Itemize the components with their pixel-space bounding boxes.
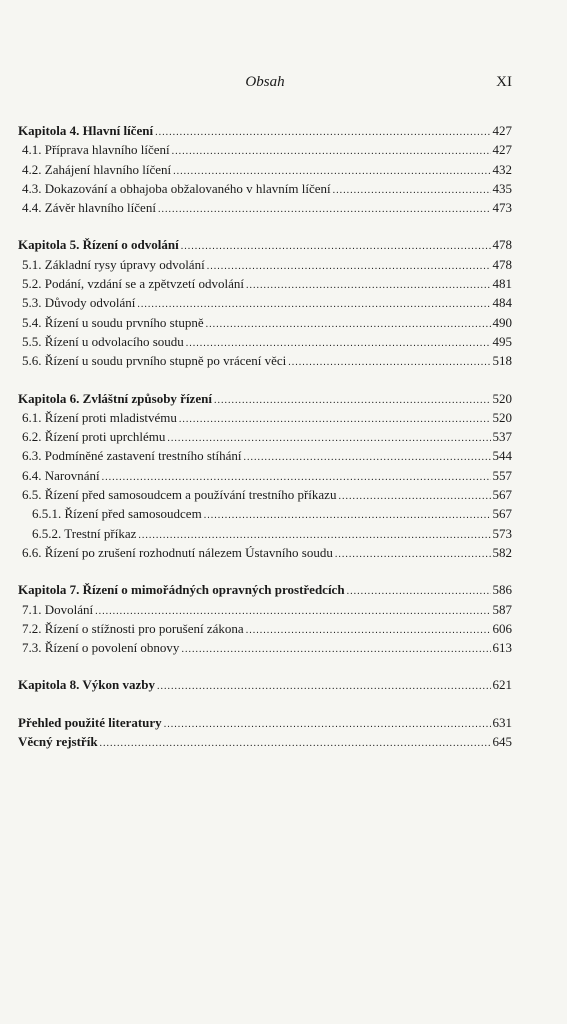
toc-section [18, 235, 512, 370]
toc-entry-title: 5.1. Základní rysy úpravy odvolání [22, 256, 205, 272]
running-header [18, 74, 512, 94]
toc-entry-page: 631 [492, 714, 512, 730]
toc-entry [18, 332, 512, 351]
toc-entry-title: 4.1. Příprava hlavního líčení [22, 142, 170, 158]
toc-entry-title: 7.1. Dovolání [22, 601, 94, 617]
toc-entry-title: 7.3. Řízení o povolení obnovy [22, 640, 180, 656]
toc-entry-page: 473 [492, 200, 512, 216]
toc-entry-page: 427 [492, 142, 512, 158]
toc-entry-page: 606 [492, 620, 512, 636]
toc-entry-page: 481 [492, 276, 512, 292]
toc-entry-title: 6.6. Řízení po zrušení rozhodnutí nálezem Ústavního soudu [22, 544, 333, 560]
toc-entry [18, 543, 512, 562]
toc-entry [18, 198, 512, 217]
toc-entry-page: 520 [492, 390, 512, 406]
toc-entry-page: 544 [492, 448, 512, 464]
dot-leader [338, 487, 490, 506]
toc-entry-page: 573 [492, 525, 512, 541]
toc-entry-page: 435 [492, 180, 512, 196]
toc-entry-title: 4.3. Dokazování a obhajoba obžalovaného v hlavním líčení [22, 180, 331, 196]
dot-leader [246, 621, 491, 640]
toc-entry [18, 351, 512, 370]
toc-entry-title: 5.6. Řízení u soudu prvního stupně po vrácení věci [22, 353, 287, 369]
dot-leader [155, 123, 490, 142]
toc-entry-title: 6.1. Řízení proti mladistvému [22, 409, 177, 425]
toc-entry-page: 582 [492, 544, 512, 560]
toc-section [18, 675, 512, 694]
toc-section [18, 121, 512, 217]
toc-entry-title: 6.2. Řízení proti uprchlému [22, 429, 166, 445]
toc-entry [18, 140, 512, 159]
toc-entry [18, 255, 512, 274]
toc-entry-page: 478 [492, 237, 512, 253]
dot-leader [157, 677, 490, 696]
toc-section [18, 389, 512, 563]
dot-leader [206, 315, 491, 334]
toc-entry [18, 313, 512, 332]
toc-entry [18, 408, 512, 427]
toc-entry-page: 587 [492, 601, 512, 617]
toc-entry [18, 274, 512, 293]
toc-chapter-entry [18, 121, 512, 140]
toc-entry-title: 4.4. Závěr hlavního líčení [22, 200, 156, 216]
toc-entry-title: Věcný rejstřík [18, 734, 98, 750]
toc-entry [18, 638, 512, 657]
toc-entry [18, 524, 512, 543]
toc-entry-title: Kapitola 8. Výkon vazby [18, 677, 156, 693]
dot-leader [179, 410, 491, 429]
toc-entry-page: 567 [492, 487, 512, 503]
dot-leader [207, 257, 491, 276]
toc-entry-page: 484 [492, 295, 512, 311]
toc-entry-title: 7.2. Řízení o stížnosti pro porušení zákona [22, 620, 244, 636]
toc-chapter-entry [18, 235, 512, 254]
dot-leader [214, 391, 491, 410]
toc-entry [18, 427, 512, 446]
dot-leader [158, 200, 491, 219]
dot-leader [181, 237, 491, 256]
toc-entry [18, 504, 512, 523]
page-header-title: Obsah [245, 74, 285, 90]
toc-entry-title: 4.2. Zahájení hlavního líčení [22, 161, 172, 177]
toc-entry-title: Kapitola 4. Hlavní líčení [18, 123, 154, 138]
dot-leader [288, 353, 490, 372]
toc-entry-title: 5.2. Podání, vzdání se a zpětvzetí odvolání [22, 276, 245, 292]
toc-entry-page: 427 [492, 123, 512, 138]
dot-leader [181, 640, 490, 659]
dot-leader [333, 181, 491, 200]
toc-section [18, 713, 512, 752]
dot-leader [335, 545, 491, 564]
toc-section [18, 580, 512, 657]
dot-leader [246, 276, 490, 295]
toc-chapter-entry [18, 675, 512, 694]
toc-chapter-entry [18, 580, 512, 599]
toc-entry-title: Kapitola 7. Řízení o mimořádných opravných prostředcích [18, 582, 345, 598]
toc-entry-page: 557 [492, 467, 512, 483]
page-number: XI [496, 74, 512, 90]
toc-entry-title: 5.5. Řízení u odvolacího soudu [22, 333, 184, 349]
toc-entry-title: 6.5.2. Trestní příkaz [32, 525, 137, 541]
toc-entry-page: 490 [492, 314, 512, 330]
toc-entry-page: 613 [492, 640, 512, 656]
toc-entry [18, 485, 512, 504]
toc-entry-title: Kapitola 6. Zvláštní způsoby řízení [18, 390, 212, 406]
toc-entry-title: Přehled použité literatury [18, 714, 162, 730]
toc-entry-page: 495 [492, 333, 512, 349]
toc-entry-title: Kapitola 5. Řízení o odvolání [18, 237, 179, 253]
toc-entry-title: 6.5. Řízení před samosoudcem a používání trestního příkazu [22, 487, 337, 503]
toc-entry [18, 160, 512, 179]
toc-entry [18, 293, 512, 312]
toc-entry-page: 621 [492, 677, 512, 693]
toc-entry-title: 6.5.1. Řízení před samosoudcem [32, 506, 202, 522]
table-of-contents [18, 121, 512, 769]
toc-chapter-entry [18, 713, 512, 732]
toc-entry-page: 520 [492, 409, 512, 425]
toc-entry-page: 645 [492, 734, 512, 750]
dot-leader [172, 142, 491, 161]
toc-entry-page: 518 [492, 353, 512, 369]
toc-entry-page: 537 [492, 429, 512, 445]
dot-leader [100, 734, 491, 753]
toc-entry-title: 6.4. Narovnání [22, 467, 100, 483]
toc-entry [18, 179, 512, 198]
dot-leader [164, 715, 491, 734]
toc-entry-page: 586 [492, 582, 512, 598]
toc-entry-page: 478 [492, 256, 512, 272]
dot-leader [244, 448, 491, 467]
toc-chapter-entry [18, 732, 512, 751]
toc-entry-page: 567 [492, 506, 512, 522]
dot-leader [204, 506, 491, 525]
toc-entry [18, 600, 512, 619]
toc-entry [18, 619, 512, 638]
toc-entry-title: 6.3. Podmíněné zastavení trestního stíhání [22, 448, 242, 464]
toc-entry-title: 5.4. Řízení u soudu prvního stupně [22, 314, 204, 330]
dot-leader [347, 582, 491, 601]
toc-entry [18, 446, 512, 465]
toc-chapter-entry [18, 389, 512, 408]
toc-entry [18, 466, 512, 485]
toc-entry-title: 5.3. Důvody odvolání [22, 295, 136, 311]
toc-entry-page: 432 [492, 161, 512, 177]
